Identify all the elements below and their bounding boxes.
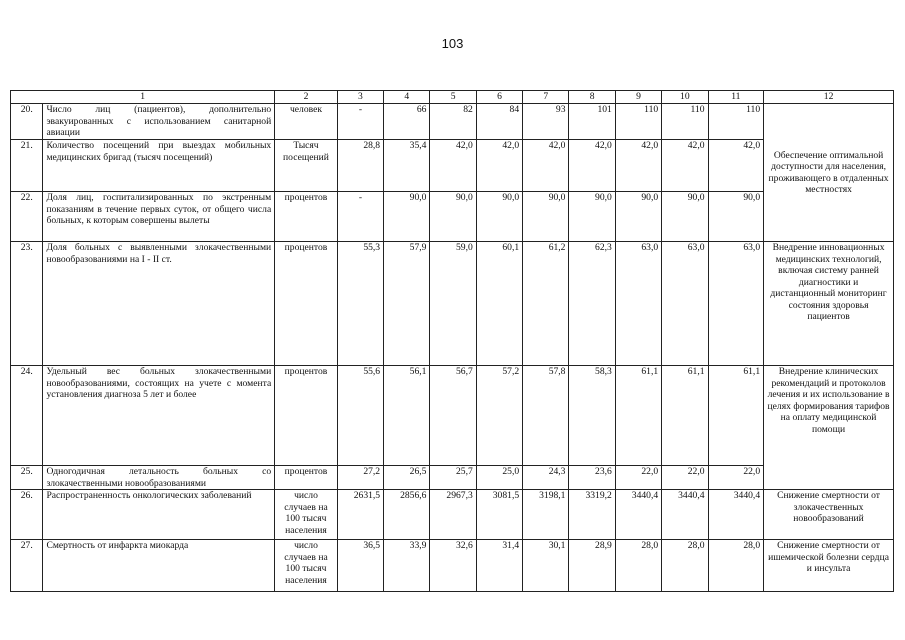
value-cell: 55,6 xyxy=(337,366,383,466)
page-number: 103 xyxy=(441,36,464,51)
column-header: 8 xyxy=(569,91,615,104)
unit: число случаев на 100 тысяч населения xyxy=(275,490,338,540)
value-cell: 58,3 xyxy=(569,366,615,466)
row-number: 20. xyxy=(11,104,43,140)
value-cell: 56,7 xyxy=(430,366,476,466)
unit: процентов xyxy=(275,366,338,466)
table-row xyxy=(11,540,894,592)
value-cell: 42,0 xyxy=(569,140,615,192)
value-cell: 42,0 xyxy=(662,140,708,192)
unit: человек xyxy=(275,104,338,140)
value-cell: 26,5 xyxy=(384,466,430,490)
value-cell: 90,0 xyxy=(523,192,569,242)
row-number: 23. xyxy=(11,242,43,366)
indicator-name: Доля больных с выявленными злокачественными новообразованиями на I - II ст. xyxy=(43,242,275,366)
value-cell: 60,1 xyxy=(476,242,522,366)
value-cell: 82 xyxy=(430,104,476,140)
value-cell: 42,0 xyxy=(476,140,522,192)
value-cell: 35,4 xyxy=(384,140,430,192)
value-cell: 2631,5 xyxy=(337,490,383,540)
value-cell: 90,0 xyxy=(476,192,522,242)
value-cell: 110 xyxy=(662,104,708,140)
value-cell: 22,0 xyxy=(615,466,661,490)
column-header: 11 xyxy=(708,91,764,104)
value-cell: 90,0 xyxy=(662,192,708,242)
value-cell: 27,2 xyxy=(337,466,383,490)
indicator-name: Смертность от инфаркта миокарда xyxy=(43,540,275,592)
row-number: 22. xyxy=(11,192,43,242)
value-cell: 3440,4 xyxy=(662,490,708,540)
value-cell: 36,5 xyxy=(337,540,383,592)
row-number: 24. xyxy=(11,366,43,466)
unit: процентов xyxy=(275,192,338,242)
value-cell: 2967,3 xyxy=(430,490,476,540)
value-cell: 3198,1 xyxy=(523,490,569,540)
value-cell: 31,4 xyxy=(476,540,522,592)
goal-cell: Внедрение инновационных медицинских технологий, включая систему ранней диагностики и дистанционный мониторинг состояния здоровья пациентов xyxy=(764,242,894,366)
value-cell: 110 xyxy=(615,104,661,140)
value-cell: 55,3 xyxy=(337,242,383,366)
column-header: 3 xyxy=(337,91,383,104)
value-cell: 42,0 xyxy=(615,140,661,192)
value-cell: 3319,2 xyxy=(569,490,615,540)
value-cell: 25,7 xyxy=(430,466,476,490)
indicator-name: Доля лиц, госпитализированных по экстренным показаниям в течение первых суток, от общего числа больных, к которым совершены вылеты xyxy=(43,192,275,242)
table-row xyxy=(11,466,894,490)
column-header: 12 xyxy=(764,91,894,104)
indicator-name: Количество посещений при выездах мобильных медицинских бригад (тысяч посещений) xyxy=(43,140,275,192)
value-cell: 63,0 xyxy=(662,242,708,366)
indicator-name: Распространенность онкологических заболеваний xyxy=(43,490,275,540)
indicator-name: Одногодичная летальность больных со злокачественными новообразованиями xyxy=(43,466,275,490)
indicators-table xyxy=(10,90,894,592)
value-cell: 22,0 xyxy=(662,466,708,490)
value-cell: 93 xyxy=(523,104,569,140)
goal-cell: Снижение смертности от ишемической болезни сердца и инсульта xyxy=(764,540,894,592)
table-row xyxy=(11,242,894,366)
table-row xyxy=(11,104,894,140)
value-cell: 42,0 xyxy=(430,140,476,192)
value-cell: 62,3 xyxy=(569,242,615,366)
value-cell: 42,0 xyxy=(523,140,569,192)
value-cell: 2856,6 xyxy=(384,490,430,540)
value-cell: 59,0 xyxy=(430,242,476,366)
value-cell: 63,0 xyxy=(708,242,764,366)
goal-cell: Внедрение клинических рекомендаций и протоколов лечения и их использование в целях формирования тарифов на оплату медицинской помощи xyxy=(764,366,894,490)
column-header-row xyxy=(11,91,894,104)
table-row xyxy=(11,140,894,192)
value-cell: 90,0 xyxy=(615,192,661,242)
column-header: 5 xyxy=(430,91,476,104)
value-cell: 3440,4 xyxy=(708,490,764,540)
value-cell: 90,0 xyxy=(430,192,476,242)
value-cell: 61,1 xyxy=(662,366,708,466)
value-cell: 28,0 xyxy=(708,540,764,592)
value-cell: 3440,4 xyxy=(615,490,661,540)
value-cell: 28,0 xyxy=(615,540,661,592)
value-cell: 23,6 xyxy=(569,466,615,490)
unit: процентов xyxy=(275,466,338,490)
indicator-name: Число лиц (пациентов), дополнительно эвакуированных с использованием санитарной авиации xyxy=(43,104,275,140)
column-header: 10 xyxy=(662,91,708,104)
value-cell: 57,9 xyxy=(384,242,430,366)
value-cell: 61,1 xyxy=(708,366,764,466)
table-row xyxy=(11,192,894,242)
value-cell: 90,0 xyxy=(708,192,764,242)
row-number: 25. xyxy=(11,466,43,490)
value-cell: 90,0 xyxy=(384,192,430,242)
table-row xyxy=(11,490,894,540)
column-header: 2 xyxy=(275,91,338,104)
column-header: 9 xyxy=(615,91,661,104)
column-header: 7 xyxy=(523,91,569,104)
row-number: 21. xyxy=(11,140,43,192)
value-cell: 22,0 xyxy=(708,466,764,490)
goal-cell: Снижение смертности от злокачественных новообразований xyxy=(764,490,894,540)
unit: Тысяч посещений xyxy=(275,140,338,192)
column-header: 1 xyxy=(11,91,275,104)
column-header: 4 xyxy=(384,91,430,104)
goal-cell: Обеспечение оптимальной доступности для населения, проживающего в отдаленных местностях xyxy=(764,104,894,242)
table-row xyxy=(11,366,894,466)
value-cell: - xyxy=(337,192,383,242)
value-cell: 33,9 xyxy=(384,540,430,592)
row-number: 26. xyxy=(11,490,43,540)
indicator-name: Удельный вес больных злокачественными новообразованиями, состоящих на учете с момента установления диагноза 5 лет и более xyxy=(43,366,275,466)
value-cell: 24,3 xyxy=(523,466,569,490)
value-cell: 42,0 xyxy=(708,140,764,192)
value-cell: - xyxy=(337,104,383,140)
value-cell: 57,8 xyxy=(523,366,569,466)
column-header: 6 xyxy=(476,91,522,104)
value-cell: 3081,5 xyxy=(476,490,522,540)
value-cell: 56,1 xyxy=(384,366,430,466)
value-cell: 63,0 xyxy=(615,242,661,366)
value-cell: 30,1 xyxy=(523,540,569,592)
unit: процентов xyxy=(275,242,338,366)
row-number: 27. xyxy=(11,540,43,592)
value-cell: 66 xyxy=(384,104,430,140)
value-cell: 28,9 xyxy=(569,540,615,592)
unit: число случаев на 100 тысяч населения xyxy=(275,540,338,592)
value-cell: 61,1 xyxy=(615,366,661,466)
value-cell: 110 xyxy=(708,104,764,140)
value-cell: 90,0 xyxy=(569,192,615,242)
value-cell: 25,0 xyxy=(476,466,522,490)
value-cell: 57,2 xyxy=(476,366,522,466)
value-cell: 28,0 xyxy=(662,540,708,592)
value-cell: 28,8 xyxy=(337,140,383,192)
value-cell: 32,6 xyxy=(430,540,476,592)
value-cell: 101 xyxy=(569,104,615,140)
value-cell: 84 xyxy=(476,104,522,140)
value-cell: 61,2 xyxy=(523,242,569,366)
